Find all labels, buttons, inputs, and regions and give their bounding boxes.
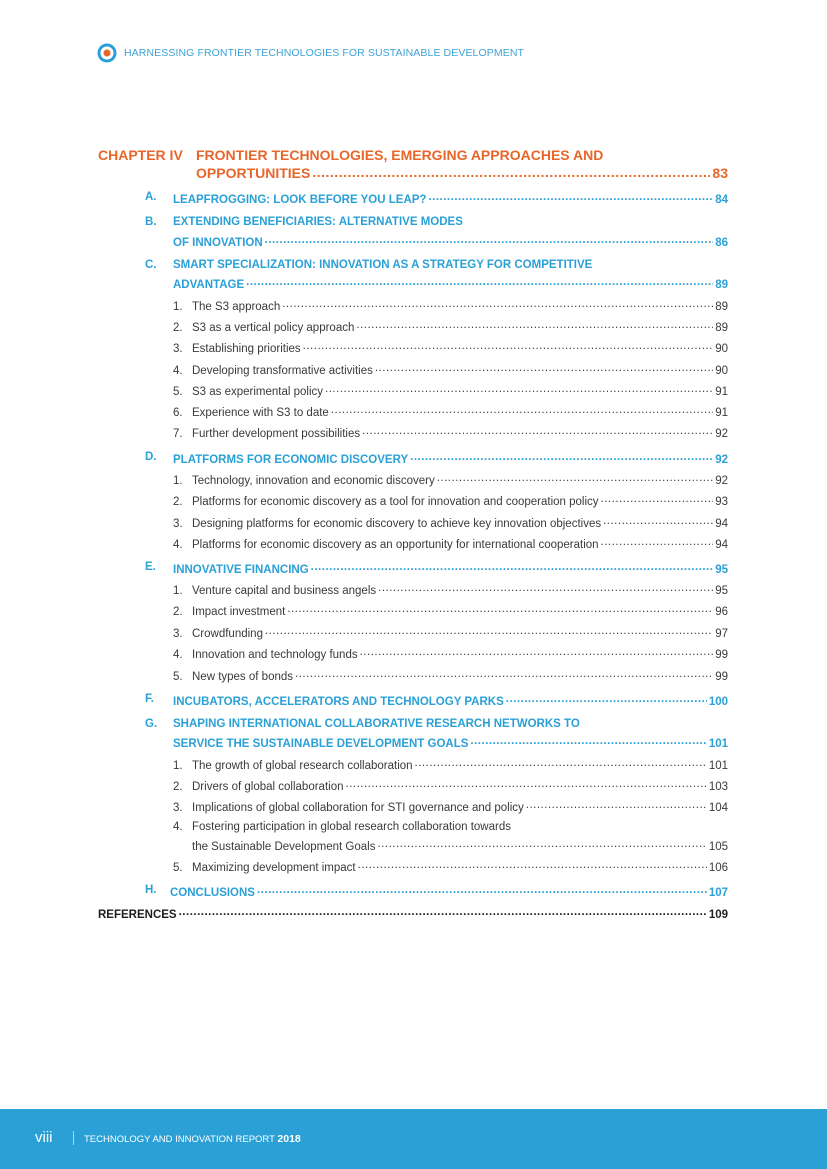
toc-item[interactable]: 4. Platforms for economic discovery as an opportunity for international cooperation ..... 94: [173, 536, 728, 551]
page-number: 83: [712, 165, 728, 181]
toc-item[interactable]: 2. Impact investment ..... 96: [173, 603, 728, 618]
toc-item[interactable]: 3. Implications of global collaboration for STI governance and policy ..... 104: [173, 799, 728, 814]
toc-item[interactable]: 6. Experience with S3 to date ..... 91: [173, 404, 728, 419]
toc-item[interactable]: 3. Crowdfunding ..... 97: [173, 625, 728, 640]
dot-leader: [358, 859, 707, 871]
toc-item[interactable]: 3. Designing platforms for economic discovery to achieve key innovation objectives ..... 94: [173, 515, 728, 530]
toc-item[interactable]: 2. Drivers of global collaboration ..... 103: [173, 778, 728, 793]
dot-leader: [410, 451, 713, 463]
dot-leader: [378, 582, 713, 594]
toc-item[interactable]: 5. Maximizing development impact ..... 106: [173, 859, 728, 874]
toc-item[interactable]: 5. New types of bonds ..... 99: [173, 668, 728, 683]
dot-leader: [375, 362, 713, 374]
toc-item-continuation[interactable]: the Sustainable Development Goals ..... 105: [192, 838, 728, 853]
dot-leader: [362, 425, 713, 437]
dot-leader: [377, 838, 706, 850]
dot-leader: [437, 472, 713, 484]
toc-item[interactable]: 7. Further development possibilities ..... 92: [173, 425, 728, 440]
dot-leader: [287, 603, 713, 615]
toc-item[interactable]: 1. The S3 approach ..... 89: [173, 298, 728, 313]
toc-item[interactable]: 4. Fostering participation in global research collaboration towards: [173, 821, 511, 833]
chapter-title-line1: FRONTIER TECHNOLOGIES, EMERGING APPROACHES AND: [196, 147, 604, 163]
target-icon: [97, 43, 117, 63]
footer-page-number: viii: [35, 1129, 53, 1146]
header-title: HARNESSING FRONTIER TECHNOLOGIES FOR SUSTAINABLE DEVELOPMENT: [124, 47, 525, 59]
toc-item[interactable]: 2. Platforms for economic discovery as a tool for innovation and cooperation policy ..... 93: [173, 493, 728, 508]
dot-leader: [282, 298, 713, 310]
dot-leader: [428, 191, 713, 203]
running-header: [97, 43, 524, 63]
footer-report-title: TECHNOLOGY AND INNOVATION REPORT 2018: [84, 1133, 301, 1145]
dot-leader: [311, 561, 714, 573]
chapter-title-line2[interactable]: OPPORTUNITIES ..... 83: [196, 164, 728, 181]
dot-leader: [526, 799, 707, 811]
dot-leader: [265, 625, 713, 637]
footer-year: 2018: [277, 1133, 301, 1145]
toc-item[interactable]: 3. Establishing priorities ..... 90: [173, 340, 728, 355]
toc-item[interactable]: 4. Innovation and technology funds ..... 99: [173, 646, 728, 661]
dot-leader: [346, 778, 707, 790]
toc-item[interactable]: 4. Developing transformative activities ..... 90: [173, 362, 728, 377]
dot-leader: [601, 536, 714, 548]
page-footer: [0, 1109, 827, 1169]
dot-leader: [470, 735, 706, 747]
footer-divider: [73, 1131, 74, 1145]
dot-leader: [303, 340, 714, 352]
dot-leader: [265, 234, 714, 246]
dot-leader: [179, 906, 707, 918]
dot-leader: [603, 515, 713, 527]
toc-item[interactable]: 1. Venture capital and business angels ..... 95: [173, 582, 728, 597]
dot-leader: [295, 668, 713, 680]
toc-item[interactable]: 1. Technology, innovation and economic discovery ..... 92: [173, 472, 728, 487]
dot-leader: [246, 276, 713, 288]
toc-item[interactable]: 5. S3 as experimental policy ..... 91: [173, 383, 728, 398]
chapter-prefix: CHAPTER IV: [98, 147, 183, 163]
toc-item[interactable]: 1. The growth of global research collaboration ..... 101: [173, 757, 728, 772]
dot-leader: [312, 164, 710, 178]
dot-leader: [331, 404, 713, 416]
dot-leader: [356, 319, 713, 331]
dot-leader: [415, 757, 707, 769]
dot-leader: [601, 493, 714, 505]
toc-item[interactable]: 2. S3 as a vertical policy approach ..... 89: [173, 319, 728, 334]
dot-leader: [506, 693, 707, 705]
dot-leader: [257, 884, 707, 896]
dot-leader: [325, 383, 713, 395]
dot-leader: [360, 646, 714, 658]
